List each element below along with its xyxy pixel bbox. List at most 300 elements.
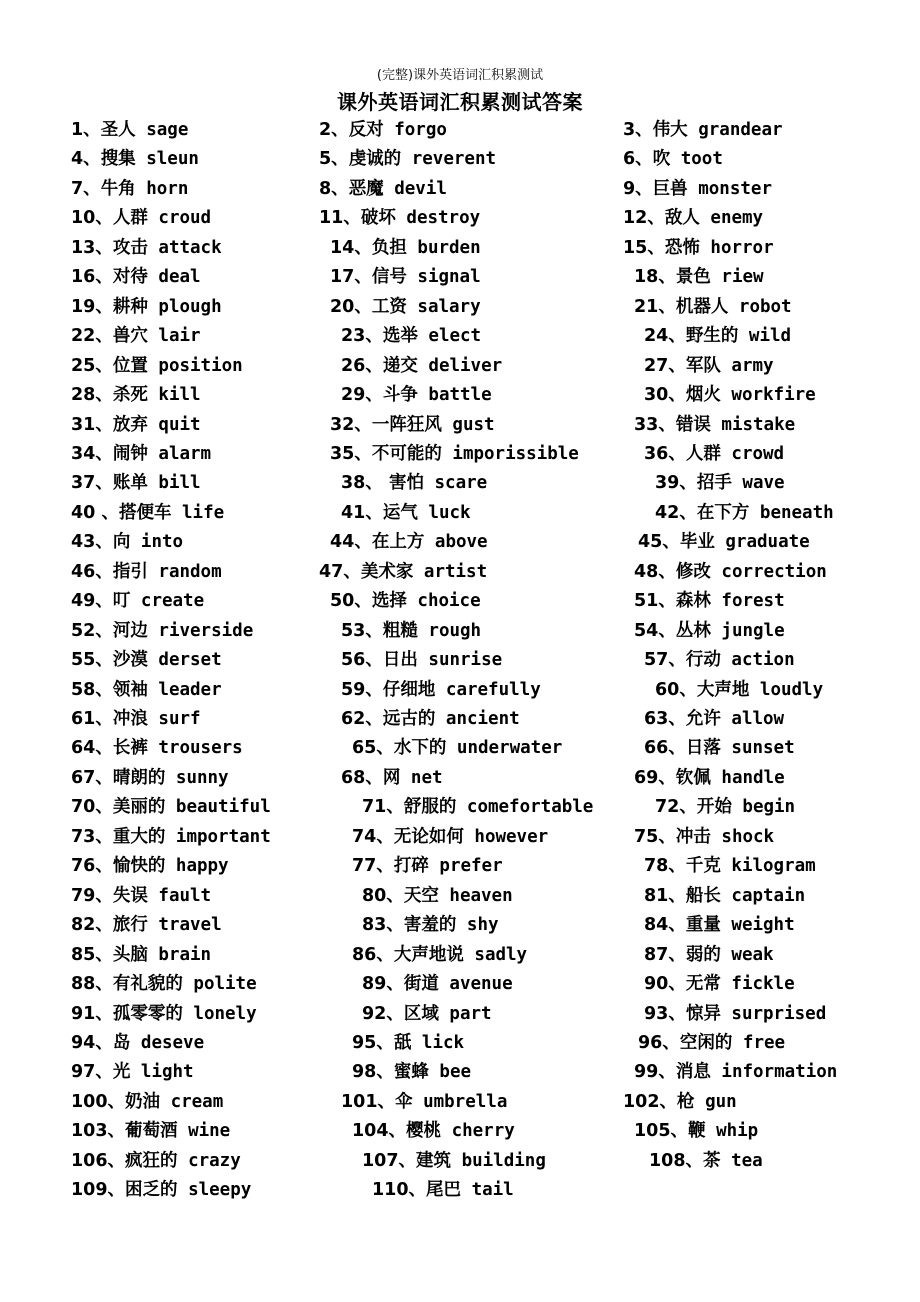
chinese-term: 区域	[403, 1003, 439, 1024]
item-number: 74、	[352, 826, 394, 847]
item-number: 6、	[623, 149, 653, 170]
chinese-term: 人群	[685, 443, 721, 464]
english-answer: carefully	[445, 679, 541, 700]
vocab-item	[655, 502, 834, 524]
chinese-term: 巨兽	[652, 178, 688, 199]
chinese-term: 错误	[675, 414, 711, 435]
vocab-item	[362, 796, 593, 818]
vocab-item	[655, 796, 795, 818]
item-number: 86、	[352, 944, 394, 965]
vocab-item	[634, 826, 774, 848]
chinese-term: 重大的	[112, 826, 166, 847]
chinese-term: 头脑	[112, 944, 148, 965]
item-number: 102、	[623, 1091, 678, 1112]
vocab-item	[649, 1150, 763, 1172]
item-number: 92、	[362, 1003, 404, 1024]
vocab-item	[372, 1179, 514, 1201]
chinese-term: 无常	[685, 974, 721, 994]
vocab-item	[71, 1032, 204, 1054]
english-answer: random	[158, 561, 222, 582]
vocab-item	[71, 178, 188, 200]
english-answer: heaven	[449, 885, 513, 906]
chinese-term: 负担	[371, 237, 407, 258]
chinese-term: 钦佩	[675, 767, 711, 788]
vocab-item	[634, 414, 795, 436]
item-number: 39、	[655, 473, 697, 494]
chinese-term: 军队	[685, 355, 721, 376]
english-answer: fickle	[731, 974, 795, 994]
item-number: 105、	[634, 1121, 689, 1142]
item-number: 27、	[644, 355, 686, 376]
chinese-term: 递交	[382, 355, 418, 376]
english-answer: travel	[158, 915, 222, 936]
english-answer: bee	[439, 1062, 472, 1083]
item-number: 73、	[71, 826, 113, 847]
chinese-term: 伟大	[652, 120, 688, 140]
vocab-item	[341, 649, 502, 671]
vocab-item	[330, 443, 579, 465]
chinese-term: 长裤	[112, 738, 148, 759]
chinese-term: 招手	[696, 473, 732, 494]
item-number: 2、	[319, 120, 349, 140]
vocab-item	[362, 914, 499, 936]
chinese-term: 街道	[403, 974, 439, 994]
chinese-term: 水下的	[393, 738, 447, 759]
english-answer: beneath	[759, 502, 834, 523]
item-number: 23、	[341, 326, 383, 347]
item-number: 26、	[341, 355, 383, 376]
chinese-term: 景色	[675, 267, 711, 288]
vocab-item	[644, 1003, 826, 1025]
vocab-item	[638, 531, 810, 553]
item-number: 72、	[655, 797, 697, 818]
english-answer: burden	[417, 237, 481, 258]
english-answer: riew	[721, 267, 764, 288]
vocab-item	[623, 237, 774, 259]
item-number: 43、	[71, 532, 113, 553]
english-answer: sleepy	[188, 1180, 252, 1201]
vocab-item	[71, 944, 211, 966]
item-number: 95、	[352, 1032, 394, 1053]
vocab-item	[362, 973, 513, 995]
chinese-term: 粗糙	[382, 620, 418, 641]
vocab-item	[71, 355, 243, 377]
item-number: 82、	[71, 915, 113, 936]
item-number: 93、	[644, 1003, 686, 1024]
english-answer: robot	[738, 296, 792, 317]
english-answer: kilogram	[731, 856, 816, 877]
vocab-item	[71, 620, 253, 642]
chinese-term: 杀死	[112, 385, 148, 406]
item-number: 63、	[644, 709, 686, 729]
english-answer: create	[140, 591, 205, 612]
chinese-term: 伞	[395, 1091, 413, 1112]
vocab-item	[341, 679, 541, 701]
chinese-term: 尾巴	[426, 1180, 462, 1201]
chinese-term: 闹钟	[112, 443, 148, 464]
chinese-term: 账单	[112, 473, 148, 494]
item-number: 38、	[341, 473, 383, 494]
item-number: 18、	[634, 267, 676, 288]
vocab-item	[71, 708, 201, 730]
english-answer: luck	[428, 502, 471, 523]
english-answer: riverside	[158, 620, 254, 641]
page-header: (完整)课外英语词汇积累测试	[376, 68, 544, 83]
english-answer: into	[140, 532, 184, 553]
item-number: 88、	[71, 974, 113, 994]
english-answer: part	[449, 1003, 492, 1024]
chinese-term: 破坏	[360, 208, 396, 229]
chinese-term: 无论如何	[393, 826, 464, 847]
item-number: 55、	[71, 650, 113, 671]
chinese-term: 烟火	[685, 385, 721, 406]
vocab-item	[71, 1061, 194, 1083]
english-answer: attack	[158, 237, 222, 258]
item-number: 90、	[644, 974, 686, 994]
item-number: 5、	[319, 149, 349, 170]
item-number: 41、	[341, 502, 383, 523]
chinese-term: 光	[112, 1062, 131, 1083]
english-answer: weak	[731, 944, 774, 965]
chinese-term: 修改	[675, 561, 711, 582]
english-answer: avenue	[449, 974, 513, 994]
chinese-term: 空闲的	[679, 1032, 733, 1053]
item-number: 89、	[362, 974, 404, 994]
english-answer: choice	[417, 591, 481, 612]
chinese-term: 惊异	[685, 1003, 721, 1024]
chinese-term: 对待	[112, 267, 148, 288]
english-answer: polite	[193, 974, 257, 994]
english-answer: fault	[158, 885, 212, 906]
english-answer: gust	[452, 414, 495, 435]
vocab-item	[623, 1091, 737, 1113]
english-answer: underwater	[456, 738, 563, 759]
chinese-term: 位置	[112, 355, 148, 376]
vocab-item	[330, 531, 488, 553]
item-number: 37、	[71, 473, 113, 494]
english-answer: however	[474, 826, 549, 847]
english-answer: workfire	[731, 385, 816, 406]
chinese-term: 日出	[382, 650, 418, 671]
item-number: 104、	[352, 1121, 407, 1142]
english-answer: deal	[158, 267, 201, 288]
english-answer: plough	[158, 296, 222, 317]
item-number: 16、	[71, 267, 113, 288]
vocab-item	[71, 590, 204, 612]
item-number: 42、	[655, 502, 697, 523]
item-number: 50、	[330, 591, 372, 612]
english-answer: lair	[158, 326, 201, 347]
chinese-term: 愉快的	[112, 856, 166, 877]
item-number: 57、	[644, 650, 686, 671]
english-answer: shock	[721, 826, 775, 847]
item-number: 28、	[71, 385, 113, 406]
english-answer: artist	[423, 561, 488, 582]
english-answer: kill	[158, 385, 201, 406]
english-answer: jungle	[721, 620, 785, 641]
vocab-item	[352, 826, 548, 848]
english-answer: horn	[146, 178, 189, 199]
item-number: 68、	[341, 767, 383, 788]
english-answer: toot	[680, 149, 723, 170]
english-answer: lick	[421, 1032, 465, 1053]
vocab-item	[341, 472, 487, 494]
vocab-item	[71, 1150, 241, 1172]
chinese-term: 晴朗的	[112, 767, 166, 788]
vocab-item	[623, 207, 763, 229]
english-answer: cream	[170, 1091, 224, 1112]
vocab-item	[71, 443, 211, 465]
item-number: 40 、	[71, 502, 119, 523]
english-answer: ancient	[445, 709, 520, 729]
chinese-term: 叮	[112, 591, 131, 612]
english-answer: sage	[146, 120, 189, 140]
chinese-term: 千克	[685, 856, 721, 877]
vocab-item	[71, 414, 201, 436]
item-number: 56、	[341, 650, 383, 671]
chinese-term: 运气	[382, 502, 418, 523]
english-answer: whip	[716, 1121, 759, 1142]
vocab-item	[362, 1150, 546, 1172]
item-number: 83、	[362, 915, 404, 936]
page-title: 课外英语词汇积累测试答案	[337, 90, 583, 114]
vocab-item	[319, 561, 487, 583]
item-number: 24、	[644, 326, 686, 347]
vocab-item	[330, 414, 495, 436]
chinese-term: 仔细地	[382, 679, 436, 700]
vocab-item	[352, 1120, 515, 1142]
english-answer: forest	[721, 591, 785, 612]
vocab-item	[71, 384, 201, 406]
english-answer: horror	[710, 237, 774, 258]
english-answer: position	[158, 355, 243, 376]
item-number: 99、	[634, 1062, 676, 1083]
item-number: 76、	[71, 856, 113, 877]
chinese-term: 远古的	[382, 709, 436, 729]
vocab-item	[352, 1032, 464, 1054]
english-answer: devil	[394, 178, 447, 199]
chinese-term: 吹	[652, 149, 671, 170]
item-number: 67、	[71, 767, 113, 788]
english-answer: monster	[698, 178, 772, 199]
vocab-item	[634, 767, 785, 789]
english-answer: trousers	[158, 738, 243, 759]
item-number: 107、	[362, 1150, 417, 1171]
vocab-item	[71, 649, 222, 671]
item-number: 17、	[330, 267, 372, 288]
vocab-item	[362, 885, 513, 907]
item-number: 79、	[71, 885, 113, 906]
item-number: 21、	[634, 296, 676, 317]
english-answer: sunny	[175, 767, 229, 788]
item-number: 33、	[634, 414, 676, 435]
vocab-item	[71, 885, 211, 907]
vocab-item	[71, 679, 222, 701]
chinese-term: 大声地说	[393, 944, 464, 965]
english-answer: sunset	[731, 738, 795, 759]
item-number: 51、	[634, 591, 676, 612]
english-answer: tea	[731, 1150, 763, 1171]
chinese-term: 放弃	[112, 414, 148, 435]
vocab-item	[71, 148, 199, 170]
chinese-term: 敌人	[664, 208, 700, 229]
chinese-term: 斗争	[382, 385, 418, 406]
item-number: 29、	[341, 385, 383, 406]
vocab-item	[71, 472, 201, 494]
english-answer: begin	[742, 797, 796, 818]
item-number: 109、	[71, 1180, 126, 1201]
item-number: 20、	[330, 296, 372, 317]
chinese-term: 兽穴	[112, 326, 148, 347]
item-number: 81、	[644, 885, 686, 906]
vocab-item	[71, 796, 271, 818]
chinese-term: 舐	[393, 1032, 412, 1053]
english-answer: free	[742, 1032, 786, 1053]
item-number: 1、	[71, 120, 101, 140]
vocab-item	[341, 767, 443, 789]
vocab-item	[341, 355, 502, 377]
english-answer: deliver	[428, 355, 503, 376]
english-answer: salary	[417, 296, 481, 317]
chinese-term: 沙漠	[112, 650, 148, 671]
english-answer: umbrella	[423, 1091, 508, 1112]
item-number: 49、	[71, 591, 113, 612]
item-number: 65、	[352, 738, 394, 759]
chinese-term: 害怕	[382, 473, 424, 494]
english-answer: bill	[158, 473, 201, 494]
english-answer: deseve	[140, 1032, 205, 1053]
chinese-term: 圣人	[100, 120, 136, 140]
item-number: 91、	[71, 1003, 113, 1024]
vocab-item	[71, 119, 188, 141]
english-answer: beautiful	[175, 797, 271, 818]
item-number: 62、	[341, 709, 383, 729]
chinese-term: 大声地	[696, 679, 750, 700]
chinese-term: 一阵狂风	[371, 414, 442, 435]
english-answer: army	[731, 355, 774, 376]
english-answer: allow	[731, 709, 785, 729]
english-answer: important	[175, 826, 271, 847]
vocab-item	[352, 737, 562, 759]
chinese-term: 指引	[112, 561, 148, 582]
vocab-item	[341, 1091, 507, 1113]
english-answer: signal	[417, 267, 481, 288]
chinese-term: 选择	[371, 591, 407, 612]
vocab-item	[71, 561, 222, 583]
item-number: 45、	[638, 532, 680, 553]
chinese-term: 弱的	[685, 944, 721, 965]
chinese-term: 人群	[112, 208, 148, 229]
chinese-term: 允许	[685, 709, 721, 729]
chinese-term: 消息	[675, 1062, 711, 1083]
chinese-term: 打碎	[393, 856, 429, 877]
chinese-term: 冲浪	[112, 709, 148, 729]
chinese-term: 美丽的	[112, 797, 166, 818]
item-number: 11、	[319, 208, 361, 229]
chinese-term: 建筑	[416, 1150, 452, 1171]
english-answer: captain	[731, 885, 806, 906]
vocab-item	[71, 266, 201, 288]
vocab-item	[319, 207, 480, 229]
chinese-term: 牛角	[100, 178, 136, 199]
item-number: 54、	[634, 620, 676, 641]
vocab-item	[644, 384, 816, 406]
english-answer: crazy	[188, 1150, 241, 1171]
vocab-item	[644, 737, 795, 759]
vocab-item	[71, 296, 222, 318]
english-answer: sunrise	[428, 650, 503, 671]
item-number: 19、	[71, 296, 113, 317]
english-answer: forgo	[394, 120, 447, 140]
chinese-term: 不可能的	[371, 443, 442, 464]
vocab-item	[71, 325, 201, 347]
chinese-term: 樱桃	[406, 1121, 442, 1142]
item-number: 80、	[362, 885, 404, 906]
english-answer: crowd	[731, 443, 785, 464]
vocab-item	[634, 590, 785, 612]
vocab-item	[319, 178, 447, 200]
vocab-item	[644, 443, 784, 465]
vocab-item	[71, 914, 222, 936]
english-answer: rough	[428, 620, 482, 641]
english-answer: tail	[471, 1180, 514, 1201]
item-number: 96、	[638, 1032, 680, 1053]
chinese-term: 选举	[382, 326, 418, 347]
chinese-term: 船长	[685, 885, 721, 906]
item-number: 60、	[655, 679, 697, 700]
item-number: 110、	[372, 1180, 427, 1201]
item-number: 61、	[71, 709, 113, 729]
item-number: 70、	[71, 797, 113, 818]
item-number: 106、	[71, 1150, 126, 1171]
item-number: 58、	[71, 679, 113, 700]
chinese-term: 困乏的	[125, 1180, 178, 1201]
english-answer: above	[434, 532, 488, 553]
english-answer: shy	[466, 915, 499, 936]
item-number: 35、	[330, 443, 372, 464]
vocab-item	[71, 1179, 251, 1201]
english-answer: brain	[158, 944, 212, 965]
item-number: 64、	[71, 738, 113, 759]
english-answer: cherry	[451, 1121, 515, 1142]
chinese-term: 枪	[677, 1091, 695, 1112]
item-number: 4、	[71, 149, 101, 170]
chinese-term: 攻击	[112, 237, 148, 258]
chinese-term: 行动	[685, 650, 721, 671]
item-number: 101、	[341, 1091, 396, 1112]
chinese-term: 天空	[403, 885, 439, 906]
vocab-item	[352, 1061, 471, 1083]
english-answer: surf	[158, 709, 201, 729]
chinese-term: 机器人	[675, 296, 729, 317]
english-answer: net	[410, 767, 443, 788]
english-answer: derset	[158, 650, 222, 671]
chinese-term: 岛	[112, 1032, 131, 1053]
vocab-item	[71, 737, 243, 759]
vocab-item	[71, 531, 183, 553]
english-answer: sleun	[146, 149, 199, 170]
vocab-item	[644, 944, 774, 966]
vocab-item	[71, 855, 229, 877]
item-number: 34、	[71, 443, 113, 464]
english-answer: enemy	[710, 208, 764, 229]
vocab-item	[341, 502, 471, 524]
item-number: 78、	[644, 856, 686, 877]
chinese-term: 信号	[371, 267, 407, 288]
chinese-term: 在上方	[371, 532, 425, 553]
chinese-term: 搜集	[100, 149, 136, 170]
item-number: 44、	[330, 532, 372, 553]
